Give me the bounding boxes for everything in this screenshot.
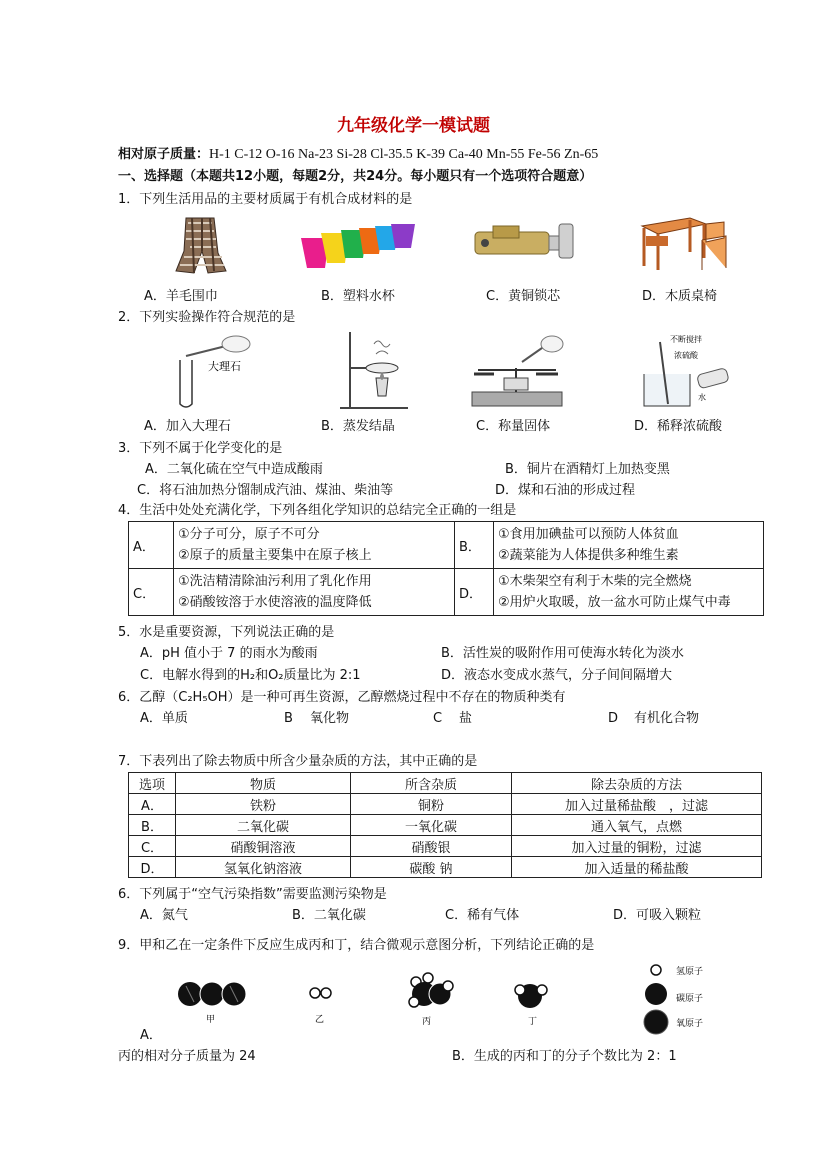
plastic-cups-image — [301, 218, 421, 273]
q7-cell: 氢氧化钠溶液 — [176, 857, 351, 878]
atomic-mass-line — [118, 146, 598, 164]
q4-cell-b — [494, 522, 764, 569]
q4-b-line1: ①食用加碘盐可以预防人体贫血 — [498, 527, 679, 542]
wooden-desk-image — [640, 212, 730, 272]
q7-cell: 铜粉 — [351, 794, 512, 815]
brass-lock-image — [473, 220, 578, 262]
table-row — [129, 794, 762, 815]
q6-option-a: A．单质 — [140, 711, 188, 726]
q8-option-c: C．稀有气体 — [445, 908, 520, 923]
acid-label: 浓硫酸 — [674, 351, 698, 360]
q4-c-line1: ①洗洁精清除油污利用了乳化作用 — [178, 574, 372, 589]
q2-option-a: A．加入大理石 — [144, 419, 231, 434]
q8-option-d: D．可吸入颗粒 — [613, 908, 702, 923]
q3-option-c: C．将石油加热分馏制成汽油、煤油、柴油等 — [137, 483, 394, 498]
q4-key-b: B． — [455, 522, 494, 569]
q6-stem: 6．乙醇（C₂H₅OH）是一种可再生资源，乙醇燃烧过程中不存在的物质种类有 — [118, 690, 566, 705]
q1-option-c: C．黄铜锁芯 — [486, 289, 561, 304]
q3-option-d: D．煤和石油的形成过程 — [495, 483, 636, 498]
molecule-jia-label: 甲 — [206, 1015, 216, 1025]
q7-cell: 通入氧气，点燃 — [512, 815, 762, 836]
q4-b-line2: ②蔬菜能为人体提供多种维生素 — [498, 548, 679, 563]
q9-option-a: 丙的相对分子质量为 24 — [118, 1049, 256, 1064]
q4-key-a: A． — [129, 522, 174, 569]
molecule-jia — [176, 980, 248, 1026]
q4-cell-a — [174, 522, 455, 569]
q7-cell: 加入过量稀盐酸 ，过滤 — [512, 794, 762, 815]
q4-key-d: D． — [455, 569, 494, 616]
q2-option-c: C．称量固体 — [476, 419, 551, 434]
q1-option-a: A．羊毛围巾 — [144, 289, 218, 304]
q5-option-b: B．活性炭的吸附作用可使海水转化为淡水 — [441, 646, 684, 661]
q4-d-line1: ①木柴架空有利于木柴的完全燃烧 — [498, 574, 692, 589]
q8-stem: 6．下列属于“空气污染指数”需要监测污染物是 — [118, 887, 387, 902]
molecule-yi-label: 乙 — [315, 1015, 325, 1025]
atom-legend — [646, 962, 736, 1036]
molecule-bing — [406, 972, 458, 1028]
molecule-yi — [309, 986, 335, 1024]
q4-key-c: C． — [129, 569, 174, 616]
molecule-ding-label: 丁 — [528, 1017, 538, 1027]
q3-stem: 3．下列不属于化学变化的是 — [118, 441, 283, 456]
q7-cell: 二氧化碳 — [176, 815, 351, 836]
dilute-acid-image — [640, 334, 736, 410]
q6-option-d-key: D — [608, 711, 619, 726]
q6-option-c-key: C — [433, 711, 443, 726]
q4-d-line2: ②用炉火取暖，放一盆水可防止煤气中毒 — [498, 595, 731, 610]
atomic-mass-values: H-1 C-12 O-16 Na-23 Si-28 Cl-35.5 K-39 Ca-40 Mn-55 Fe-56 Zn-65 — [209, 147, 599, 162]
q6-option-b: 氧化物 — [310, 711, 350, 726]
q1-option-d: D．木质桌椅 — [642, 289, 718, 304]
q5-option-a: A．pH 值小于 7 的雨水为酸雨 — [140, 646, 318, 661]
q6-option-b-key: B — [284, 711, 293, 726]
q7-cell: 铁粉 — [176, 794, 351, 815]
section-heading: 一、选择题（本题共12小题，每题2分，共24分。每小题只有一个选项符合题意） — [118, 169, 593, 184]
water-label: 水 — [698, 393, 706, 402]
q2-option-d: D．稀释浓硫酸 — [634, 419, 723, 434]
q3-option-b: B．铜片在酒精灯上加热变黑 — [505, 462, 670, 477]
q4-a-line2: ②原子的质量主要集中在原子核上 — [178, 548, 372, 563]
molecule-bing-label: 丙 — [422, 1017, 432, 1027]
evaporation-image — [336, 330, 412, 412]
q7-table — [128, 772, 762, 878]
test-tube-image — [176, 334, 256, 410]
q5-option-d: D．液态水变成水蒸气，分子间间隔增大 — [441, 668, 673, 683]
table-row — [129, 857, 762, 878]
q4-cell-c — [174, 569, 455, 616]
q2-stem: 2．下列实验操作符合规范的是 — [118, 310, 296, 325]
q5-option-c: C．电解水得到的H₂和O₂质量比为 2:1 — [140, 668, 361, 683]
q7-header-option: 选项 — [129, 773, 176, 794]
q7-cell: 加入过量的铜粉，过滤 — [512, 836, 762, 857]
q6-option-d: 有机化合物 — [634, 711, 700, 726]
q6-option-c: 盐 — [459, 711, 473, 726]
q7-cell: 一氧化碳 — [351, 815, 512, 836]
q1-stem: 1．下列生活用品的主要材质属于有机合成材料的是 — [118, 192, 413, 207]
stir-label: 不断搅拌 — [670, 335, 702, 344]
q9-option-b: B．生成的丙和丁的分子个数比为 2：1 — [452, 1049, 677, 1064]
marble-label: 大理石 — [208, 360, 241, 373]
scarf-image — [156, 213, 244, 275]
q7-cell: A． — [129, 794, 176, 815]
q7-cell: D． — [129, 857, 176, 878]
q9-option-a-key: A． — [140, 1028, 162, 1043]
q7-stem: 7．下表列出了除去物质中所含少量杂质的方法，其中正确的是 — [118, 754, 478, 769]
q1-option-b: B．塑料水杯 — [321, 289, 395, 304]
q8-option-b: B．二氧化碳 — [292, 908, 366, 923]
q7-cell: B． — [129, 815, 176, 836]
molecule-ding — [512, 978, 552, 1026]
q7-cell: 加入适量的稀盐酸 — [512, 857, 762, 878]
balance-image — [464, 332, 564, 412]
q7-header-method: 除去杂质的方法 — [512, 773, 762, 794]
q2-option-b: B．蒸发结晶 — [321, 419, 395, 434]
q7-header-impurity: 所含杂质 — [351, 773, 512, 794]
q4-c-line2: ②硝酸铵溶于水使溶液的温度降低 — [178, 595, 372, 610]
q8-option-a: A．氮气 — [140, 908, 188, 923]
legend-oxygen: 氧原子 — [676, 1019, 704, 1029]
q4-table — [128, 521, 764, 616]
q7-header-substance: 物质 — [176, 773, 351, 794]
q9-stem: 9．甲和乙在一定条件下反应生成丙和丁，结合微观示意图分析，下列结论正确的是 — [118, 938, 595, 953]
legend-carbon: 碳原子 — [676, 994, 704, 1004]
atomic-mass-label: 相对原子质量： — [118, 147, 210, 162]
q3-option-a: A．二氧化硫在空气中造成酸雨 — [145, 462, 323, 477]
q7-cell: C． — [129, 836, 176, 857]
q7-cell: 硝酸银 — [351, 836, 512, 857]
q4-cell-d — [494, 569, 764, 616]
q5-stem: 5．水是重要资源，下列说法正确的是 — [118, 625, 335, 640]
q4-a-line1: ①分子可分，原子不可分 — [178, 527, 320, 542]
page-title: 九年级化学一模试题 — [337, 116, 490, 136]
table-row — [129, 815, 762, 836]
q4-stem: 4．生活中处处充满化学，下列各组化学知识的总结完全正确的一组是 — [118, 503, 517, 518]
table-row — [129, 836, 762, 857]
legend-hydrogen: 氢原子 — [676, 967, 704, 977]
q7-cell: 碳酸 钠 — [351, 857, 512, 878]
q7-cell: 硝酸铜溶液 — [176, 836, 351, 857]
